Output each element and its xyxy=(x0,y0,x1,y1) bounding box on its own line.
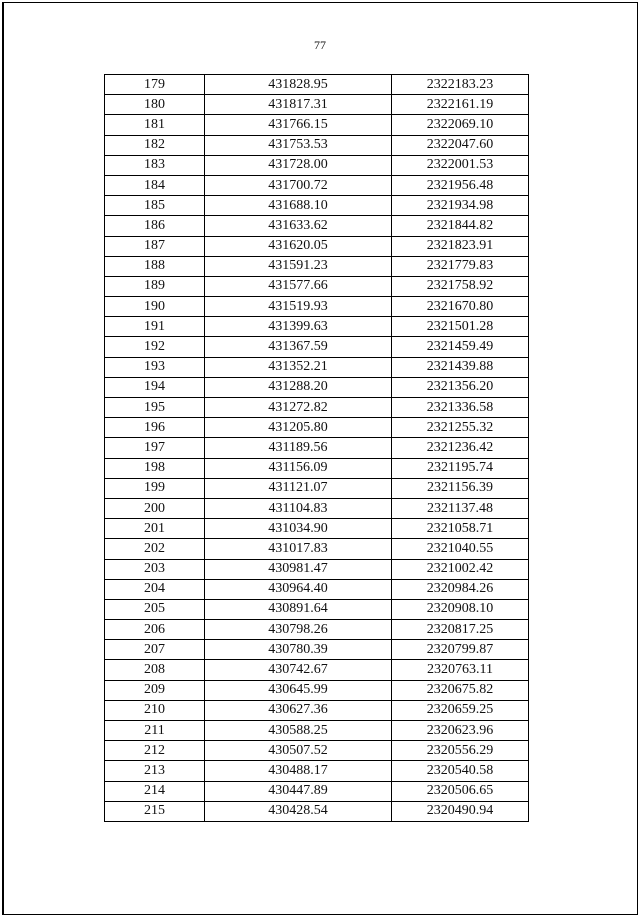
x-coordinate-cell: 431591.23 xyxy=(205,256,392,276)
point-number-cell: 182 xyxy=(105,135,205,155)
table-row xyxy=(105,620,529,640)
point-number-cell: 187 xyxy=(105,236,205,256)
point-number-cell: 194 xyxy=(105,377,205,397)
x-coordinate-cell: 431272.82 xyxy=(205,398,392,418)
y-coordinate-cell: 2321058.71 xyxy=(392,519,529,539)
x-coordinate-cell: 431017.83 xyxy=(205,539,392,559)
y-coordinate-cell: 2320763.11 xyxy=(392,660,529,680)
x-coordinate-cell: 430488.17 xyxy=(205,761,392,781)
y-coordinate-cell: 2321758.92 xyxy=(392,276,529,296)
x-coordinate-cell: 431288.20 xyxy=(205,377,392,397)
table-row xyxy=(105,599,529,619)
x-coordinate-cell: 431753.53 xyxy=(205,135,392,155)
table-row xyxy=(105,458,529,478)
x-coordinate-cell: 430742.67 xyxy=(205,660,392,680)
point-number-cell: 179 xyxy=(105,75,205,95)
y-coordinate-cell: 2321156.39 xyxy=(392,478,529,498)
table-row xyxy=(105,498,529,518)
point-number-cell: 190 xyxy=(105,297,205,317)
point-number-cell: 208 xyxy=(105,660,205,680)
table-row xyxy=(105,135,529,155)
x-coordinate-cell: 431034.90 xyxy=(205,519,392,539)
x-coordinate-cell: 431205.80 xyxy=(205,418,392,438)
x-coordinate-cell: 431828.95 xyxy=(205,75,392,95)
x-coordinate-cell: 431620.05 xyxy=(205,236,392,256)
y-coordinate-cell: 2320817.25 xyxy=(392,620,529,640)
table-row xyxy=(105,781,529,801)
point-number-cell: 212 xyxy=(105,741,205,761)
point-number-cell: 191 xyxy=(105,317,205,337)
coordinates-table-body xyxy=(105,75,529,822)
x-coordinate-cell: 431700.72 xyxy=(205,175,392,195)
x-coordinate-cell: 430507.52 xyxy=(205,741,392,761)
point-number-cell: 210 xyxy=(105,700,205,720)
table-row xyxy=(105,801,529,821)
y-coordinate-cell: 2320984.26 xyxy=(392,579,529,599)
coordinates-table xyxy=(104,74,529,822)
point-number-cell: 183 xyxy=(105,155,205,175)
point-number-cell: 186 xyxy=(105,216,205,236)
y-coordinate-cell: 2321956.48 xyxy=(392,175,529,195)
point-number-cell: 188 xyxy=(105,256,205,276)
y-coordinate-cell: 2321002.42 xyxy=(392,559,529,579)
x-coordinate-cell: 431519.93 xyxy=(205,297,392,317)
point-number-cell: 209 xyxy=(105,680,205,700)
point-number-cell: 192 xyxy=(105,337,205,357)
y-coordinate-cell: 2322183.23 xyxy=(392,75,529,95)
point-number-cell: 204 xyxy=(105,579,205,599)
table-row xyxy=(105,579,529,599)
y-coordinate-cell: 2321459.49 xyxy=(392,337,529,357)
point-number-cell: 197 xyxy=(105,438,205,458)
point-number-cell: 205 xyxy=(105,599,205,619)
point-number-cell: 200 xyxy=(105,498,205,518)
table-row xyxy=(105,559,529,579)
y-coordinate-cell: 2321779.83 xyxy=(392,256,529,276)
x-coordinate-cell: 430964.40 xyxy=(205,579,392,599)
y-coordinate-cell: 2321501.28 xyxy=(392,317,529,337)
point-number-cell: 203 xyxy=(105,559,205,579)
x-coordinate-cell: 431766.15 xyxy=(205,115,392,135)
x-coordinate-cell: 430798.26 xyxy=(205,620,392,640)
x-coordinate-cell: 431399.63 xyxy=(205,317,392,337)
table-row xyxy=(105,297,529,317)
point-number-cell: 198 xyxy=(105,458,205,478)
point-number-cell: 184 xyxy=(105,175,205,195)
table-row xyxy=(105,317,529,337)
table-row xyxy=(105,478,529,498)
x-coordinate-cell: 430588.25 xyxy=(205,721,392,741)
x-coordinate-cell: 430645.99 xyxy=(205,680,392,700)
point-number-cell: 185 xyxy=(105,196,205,216)
table-row xyxy=(105,276,529,296)
y-coordinate-cell: 2322069.10 xyxy=(392,115,529,135)
table-row xyxy=(105,75,529,95)
y-coordinate-cell: 2321195.74 xyxy=(392,458,529,478)
table-row xyxy=(105,700,529,720)
x-coordinate-cell: 430428.54 xyxy=(205,801,392,821)
y-coordinate-cell: 2322161.19 xyxy=(392,95,529,115)
x-coordinate-cell: 431104.83 xyxy=(205,498,392,518)
table-row xyxy=(105,640,529,660)
x-coordinate-cell: 431189.56 xyxy=(205,438,392,458)
table-row xyxy=(105,216,529,236)
point-number-cell: 202 xyxy=(105,539,205,559)
x-coordinate-cell: 431156.09 xyxy=(205,458,392,478)
x-coordinate-cell: 430780.39 xyxy=(205,640,392,660)
y-coordinate-cell: 2321439.88 xyxy=(392,357,529,377)
x-coordinate-cell: 430447.89 xyxy=(205,781,392,801)
y-coordinate-cell: 2320506.65 xyxy=(392,781,529,801)
table-row xyxy=(105,357,529,377)
table-row xyxy=(105,236,529,256)
y-coordinate-cell: 2321255.32 xyxy=(392,418,529,438)
point-number-cell: 214 xyxy=(105,781,205,801)
y-coordinate-cell: 2320675.82 xyxy=(392,680,529,700)
point-number-cell: 199 xyxy=(105,478,205,498)
x-coordinate-cell: 431577.66 xyxy=(205,276,392,296)
point-number-cell: 195 xyxy=(105,398,205,418)
point-number-cell: 206 xyxy=(105,620,205,640)
y-coordinate-cell: 2321336.58 xyxy=(392,398,529,418)
y-coordinate-cell: 2320556.29 xyxy=(392,741,529,761)
point-number-cell: 213 xyxy=(105,761,205,781)
y-coordinate-cell: 2321040.55 xyxy=(392,539,529,559)
x-coordinate-cell: 431352.21 xyxy=(205,357,392,377)
point-number-cell: 211 xyxy=(105,721,205,741)
x-coordinate-cell: 430627.36 xyxy=(205,700,392,720)
y-coordinate-cell: 2320623.96 xyxy=(392,721,529,741)
table-row xyxy=(105,438,529,458)
table-row xyxy=(105,539,529,559)
point-number-cell: 196 xyxy=(105,418,205,438)
point-number-cell: 215 xyxy=(105,801,205,821)
y-coordinate-cell: 2321844.82 xyxy=(392,216,529,236)
table-row xyxy=(105,175,529,195)
point-number-cell: 193 xyxy=(105,357,205,377)
y-coordinate-cell: 2320908.10 xyxy=(392,599,529,619)
x-coordinate-cell: 430891.64 xyxy=(205,599,392,619)
y-coordinate-cell: 2320659.25 xyxy=(392,700,529,720)
table-row xyxy=(105,256,529,276)
x-coordinate-cell: 431688.10 xyxy=(205,196,392,216)
table-row xyxy=(105,519,529,539)
table-row xyxy=(105,377,529,397)
point-number-cell: 181 xyxy=(105,115,205,135)
table-row xyxy=(105,761,529,781)
x-coordinate-cell: 430981.47 xyxy=(205,559,392,579)
x-coordinate-cell: 431367.59 xyxy=(205,337,392,357)
point-number-cell: 180 xyxy=(105,95,205,115)
table-row xyxy=(105,398,529,418)
table-row xyxy=(105,721,529,741)
table-row xyxy=(105,196,529,216)
table-row xyxy=(105,95,529,115)
table-row xyxy=(105,680,529,700)
x-coordinate-cell: 431121.07 xyxy=(205,478,392,498)
table-row xyxy=(105,115,529,135)
y-coordinate-cell: 2322001.53 xyxy=(392,155,529,175)
point-number-cell: 201 xyxy=(105,519,205,539)
y-coordinate-cell: 2321934.98 xyxy=(392,196,529,216)
page-number: 77 xyxy=(314,38,326,52)
y-coordinate-cell: 2320799.87 xyxy=(392,640,529,660)
table-row xyxy=(105,155,529,175)
x-coordinate-cell: 431633.62 xyxy=(205,216,392,236)
table-row xyxy=(105,337,529,357)
y-coordinate-cell: 2320540.58 xyxy=(392,761,529,781)
point-number-cell: 189 xyxy=(105,276,205,296)
table-row xyxy=(105,660,529,680)
point-number-cell: 207 xyxy=(105,640,205,660)
y-coordinate-cell: 2322047.60 xyxy=(392,135,529,155)
table-row xyxy=(105,741,529,761)
y-coordinate-cell: 2321137.48 xyxy=(392,498,529,518)
y-coordinate-cell: 2321670.80 xyxy=(392,297,529,317)
y-coordinate-cell: 2321236.42 xyxy=(392,438,529,458)
x-coordinate-cell: 431728.00 xyxy=(205,155,392,175)
y-coordinate-cell: 2320490.94 xyxy=(392,801,529,821)
y-coordinate-cell: 2321356.20 xyxy=(392,377,529,397)
y-coordinate-cell: 2321823.91 xyxy=(392,236,529,256)
x-coordinate-cell: 431817.31 xyxy=(205,95,392,115)
table-row xyxy=(105,418,529,438)
